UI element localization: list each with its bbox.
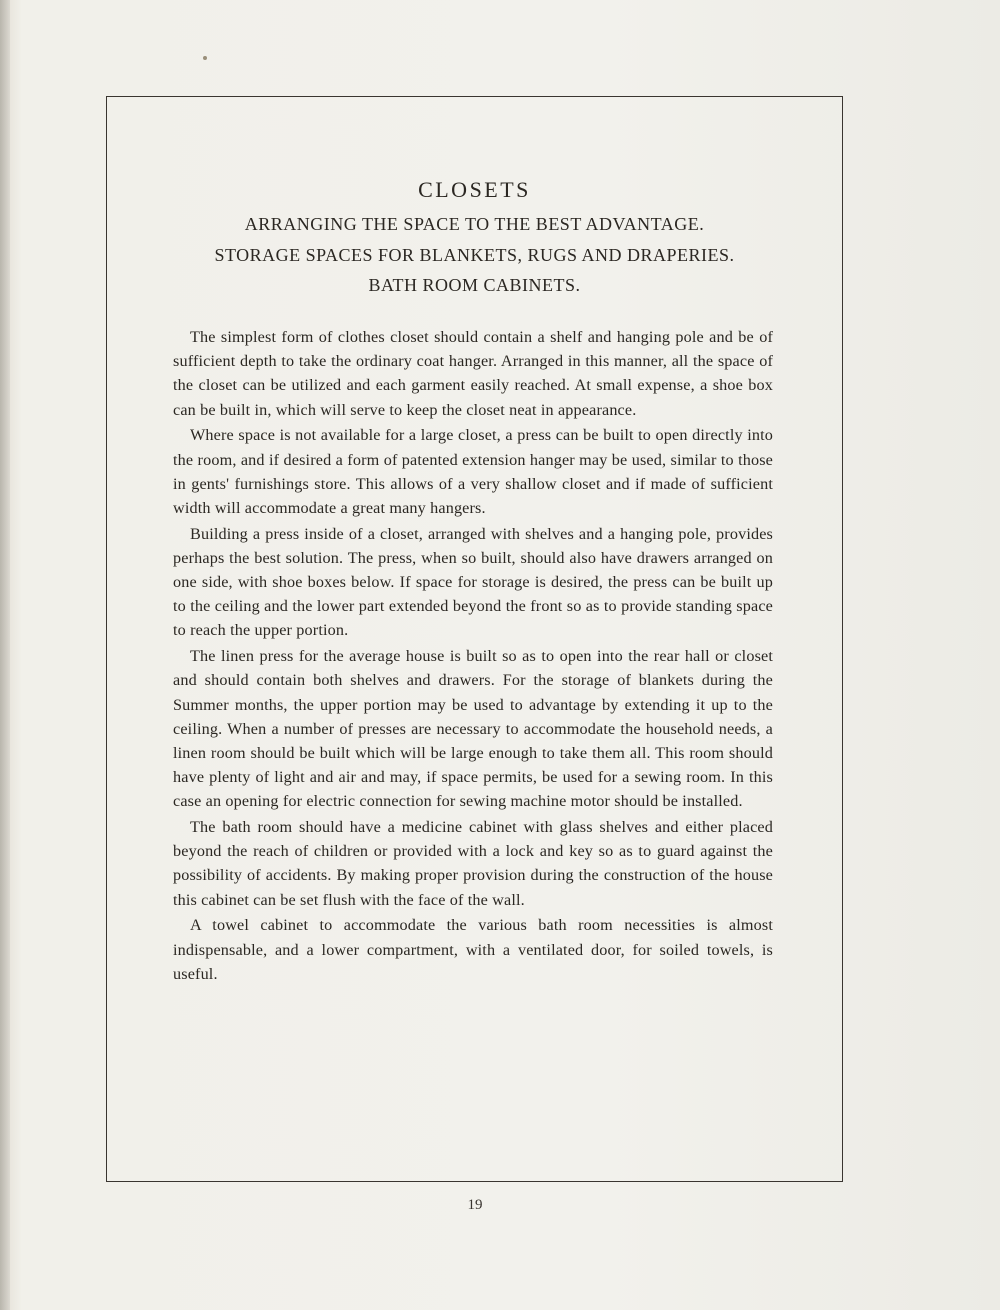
paragraph: The bath room should have a medicine cabinet with glass shelves and either placed beyond the reach of children or provided with a lock and key so as to guard against the possibility of accidents. By making proper provision during the construction of the house this cabinet can be set flush with the face of the wall. [173,818,773,909]
page-number: 19 [467,1197,483,1213]
paper-speck [203,56,207,60]
paragraph: Where space is not available for a large closet, a press can be built to open directly into the room, and if desired a form of patented extension hanger may be used, similar to those in gents' furnishings store. This allows of a very shallow closet and if made of sufficient width will accommodate a great many hangers. [173,426,773,517]
paragraph: The linen press for the average house is built so as to open into the rear hall or closet and should contain both shelves and drawers. For the storage of blankets during the Summer months, the upper portion may be used to advantage by extending it up to the ceiling. When a number of presses are necessary to accommodate the household needs, a linen room should be built which will be large enough to take them all. This room should have plenty of light and air and may, if space permits, be used for a sewing room. In this case an opening for electric connection for sewing machine motor should be installed. [173,647,773,811]
subtitle-line: STORAGE SPACES FOR BLANKETS, RUGS AND DRAPERIES. [214,244,735,265]
text-frame [106,96,843,1182]
subtitle-line: BATH ROOM CABINETS. [368,275,581,295]
chapter-title: CLOSETS [418,177,531,202]
chapter-header [107,175,842,301]
book-spine-shadow [0,0,10,1310]
paragraph: The simplest form of clothes closet should contain a shelf and hanging pole and be of sufficient depth to take the ordinary coat hanger. Arranged in this manner, all the space of the closet can be utilized and each garment easily reached. At small expense, a shoe box can be built in, which will serve to keep the closet neat in appearance. [173,328,773,419]
body-text [173,325,773,987]
paragraph: A towel cabinet to accommodate the various bath room necessities is almost indispensable, and a lower compartment, with a ventilated door, for soiled towels, is useful. [173,916,773,983]
subtitle-line: ARRANGING THE SPACE TO THE BEST ADVANTAGE. [244,214,705,234]
paragraph: Building a press inside of a closet, arranged with shelves and a hanging pole, provides perhaps the best solution. The press, when so built, should also have drawers arranged on one side, with shoe boxes below. If space for storage is desired, the press can be built up to the ceiling and the lower part extended beyond the front so as to provide standing space to reach the upper portion. [173,524,773,640]
